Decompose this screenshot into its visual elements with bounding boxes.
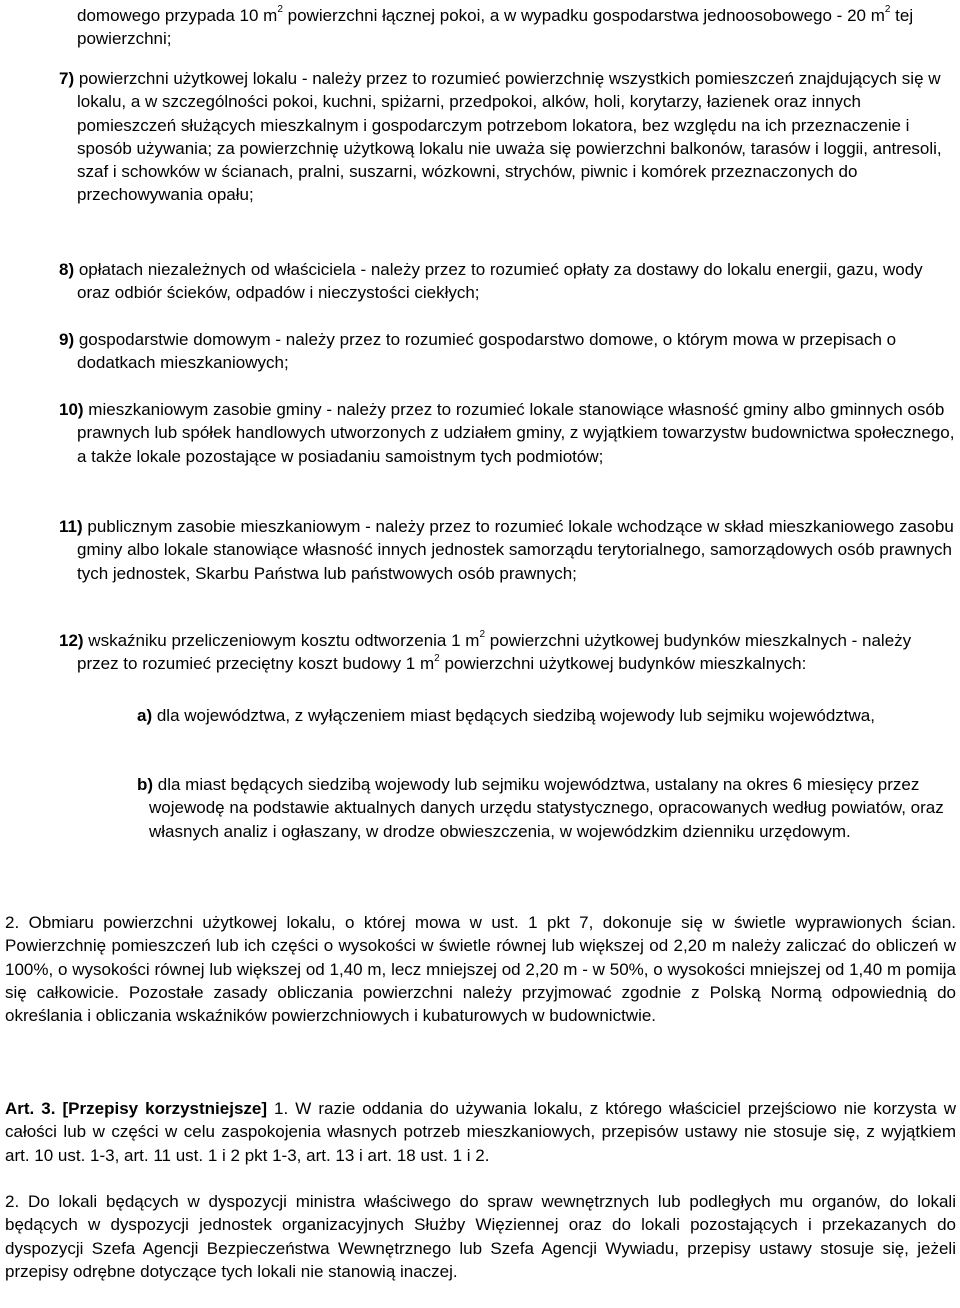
intro-paragraph: domowego przypada 10 $m^2$ powierzchni łącznej pokoi, a w wypadku gospodarstwa jednoosobowego - 20 $m^2$ tej powierzchni; [77, 4, 914, 49]
paragraph-2: 2. Obmiaru powierzchni użytkowej lokalu, o której mowa w ust. 1 pkt 7, dokonuje się w świetle wyprawionych ścian. Powierzchnię pomieszczeń lub ich części o wysokości w świetle równej lub większej od 2,20 m należy zaliczać do obliczeń w 100%, o wysokości równej lub większej od 1,40 m, lecz mniejszej od 2,20 m - w 50%, o wysokości mniejszej od 1,40 m pomija się całkowicie. Pozostałe zasady obliczania powierzchni należy przyjmować zgodnie z Polską Normą odpowiednią do określania i obliczania wskaźników powierzchniowych i kubaturowych w budownictwie. [5, 913, 956, 1026]
sub-item-b: b) dla miast będących siedzibą wojewody lub sejmiku województwa, ustalany na okres 6 miesięcy przez wojewodę na podstawie aktualnych danych urzędu statystycznego, opracowanych według powiatów, oraz własnych analiz i ogłaszany, w drodze obwieszczenia, w wojewódzkim dzienniku urzędowym. [137, 775, 944, 841]
article-3-paragraph-2: 2. Do lokali będących w dyspozycji ministra właściwego do spraw wewnętrznych lub podległych mu organów, do lokali będących w dyspozycji jednostek organizacyjnych Służby Więziennej oraz do lokali pozostających i przekazanych do dyspozycji Szefa Agencji Bezpieczeństwa Wewnętrznego lub Szefa Agencji Wywiadu, przepisy ustawy stosuje się, jeżeli przepisy odrębne dotyczące tych lokali nie stanowią inaczej. [5, 1192, 956, 1281]
article-3-heading: Art. 3. [Przepisy korzystniejsze] [5, 1099, 268, 1118]
definition-item-9: 9) gospodarstwie domowym - należy przez to rozumieć gospodarstwo domowe, o którym mowa w przepisach o dodatkach mieszkaniowych; [59, 330, 897, 373]
sub-item-a: a) dla województwa, z wyłączeniem miast będących siedzibą wojewody lub sejmiku województwa, [137, 706, 875, 725]
article-3-paragraph-1: Art. 3. [Przepisy korzystniejsze] 1. W razie oddania do używania lokalu, z którego właściciel przejściowo nie korzysta w całości lub w części w celu zaspokojenia własnych potrzeb mieszkaniowych, przepisów ustawy nie stosuje się, z wyjątkiem art. 10 ust. 1-3, art. 11 ust. 1 i 2 pkt 1-3, art. 13 i art. 18 ust. 1 i 2. [5, 1099, 956, 1165]
definition-item-11: 11) publicznym zasobie mieszkaniowym - należy przez to rozumieć lokale wchodzące w skład mieszkaniowego zasobu gminy albo lokale stanowiące własność innych jednostek samorządu terytorialnego, samorządowych osób prawnych tych jednostek, Skarbu Państwa lub państwowych osób prawnych; [59, 517, 954, 583]
definition-item-8: 8) opłatach niezależnych od właściciela - należy przez to rozumieć opłaty za dostawy do lokalu energii, gazu, wody oraz odbiór ścieków, odpadów i nieczystości ciekłych; [59, 260, 923, 303]
definition-item-7: 7) powierzchni użytkowej lokalu - należy przez to rozumieć powierzchnię wszystkich pomieszczeń znajdujących się w lokalu, a w szczególności pokoi, kuchni, spiżarni, przedpokoi, alków, holi, korytarzy, łazienek oraz innych pomieszczeń służących mieszkalnym i gospodarczym potrzebom lokatora, bez względu na ich przeznaczenie i sposób używania; za powierzchnię użytkową lokalu nie uważa się powierzchni balkonów, tarasów i loggii, antresoli, szaf i schowków w ścianach, pralni, suszarni, wózkowni, strychów, piwnic i komórek przeznaczonych do przechowywania opału; [59, 69, 942, 205]
definition-item-10: 10) mieszkaniowym zasobie gminy - należy przez to rozumieć lokale stanowiące własność gminy albo gminnych osób prawnych lub spółek handlowych utworzonych z udziałem gminy, z wyjątkiem towarzystw budownictwa społecznego, a także lokale pozostające w posiadaniu samoistnym tych podmiotów; [59, 400, 955, 466]
definition-item-12: 12) wskaźniku przeliczeniowym kosztu odtworzenia 1 $m^2$ powierzchni użytkowej budynków mieszkalnych - należy przez to rozumieć przeciętny koszt budowy 1 $m^2$ powierzchni użytkowej budynków mieszkalnych: [59, 629, 912, 674]
